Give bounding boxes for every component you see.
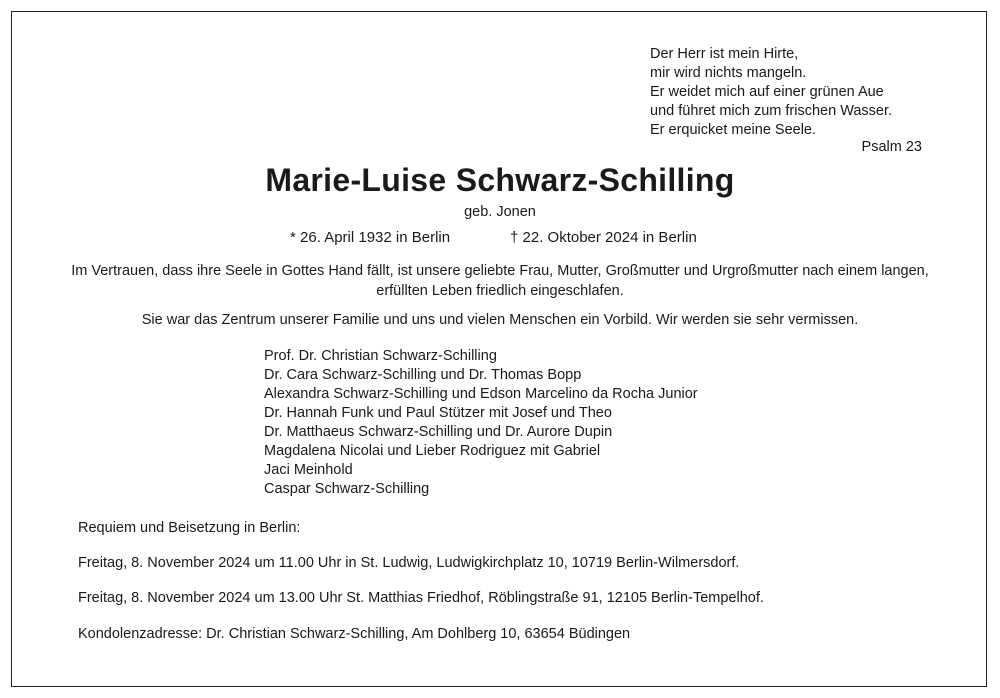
family-member: Dr. Hannah Funk und Paul Stützer mit Josef und Theo xyxy=(264,405,612,421)
family-list xyxy=(264,347,698,499)
psalm-line: mir wird nichts mangeln. xyxy=(650,65,807,81)
requiem-info: Freitag, 8. November 2024 um 11.00 Uhr in St. Ludwig, Ludwigkirchplatz 10, 10719 Berlin-Wilmersdorf. xyxy=(78,555,740,571)
family-member: Prof. Dr. Christian Schwarz-Schilling xyxy=(264,348,497,364)
psalm-line: und führet mich zum frischen Wasser. xyxy=(650,103,893,119)
tribute-text: Sie war das Zentrum unserer Familie und uns und vielen Menschen ein Vorbild. Wir werden sie sehr vermissen. xyxy=(141,312,859,328)
psalm-reference: Psalm 23 xyxy=(861,139,922,155)
psalm-line: Er erquicket meine Seele. xyxy=(650,122,817,138)
psalm-line: Der Herr ist mein Hirte, xyxy=(650,46,799,62)
death-date: † 22. Oktober 2024 in Berlin xyxy=(510,229,697,246)
birth-date: * 26. April 1932 in Berlin xyxy=(290,229,451,246)
family-member: Caspar Schwarz-Schilling xyxy=(264,481,430,497)
deceased-name: Marie-Luise Schwarz-Schilling xyxy=(265,162,735,198)
psalm-line: Er weidet mich auf einer grünen Aue xyxy=(650,84,884,100)
family-member: Alexandra Schwarz-Schilling und Edson Marcelino da Rocha Junior xyxy=(264,386,698,402)
burial-info: Freitag, 8. November 2024 um 13.00 Uhr St. Matthias Friedhof, Röblingstraße 91, 12105 Berlin-Tempelhof. xyxy=(78,590,764,606)
family-member: Dr. Matthaeus Schwarz-Schilling und Dr. Aurore Dupin xyxy=(264,424,613,440)
family-member: Dr. Cara Schwarz-Schilling und Dr. Thomas Bopp xyxy=(264,367,582,383)
family-member: Jaci Meinhold xyxy=(264,462,353,478)
services-heading: Requiem und Beisetzung in Berlin: xyxy=(78,520,301,536)
condolence-address: Kondolenzadresse: Dr. Christian Schwarz-Schilling, Am Dohlberg 10, 63654 Büdingen xyxy=(78,626,631,642)
maiden-name: geb. Jonen xyxy=(464,204,536,220)
psalm-quote xyxy=(650,45,922,140)
family-member: Magdalena Nicolai und Lieber Rodriguez mit Gabriel xyxy=(264,443,601,459)
intro-text: Im Vertrauen, dass ihre Seele in Gottes Hand fällt, ist unsere geliebte Frau, Mutter, Großmutter und Urgroßmutter nach einem langen, erfüllten Leben friedlich eingeschlafen. xyxy=(71,263,929,299)
